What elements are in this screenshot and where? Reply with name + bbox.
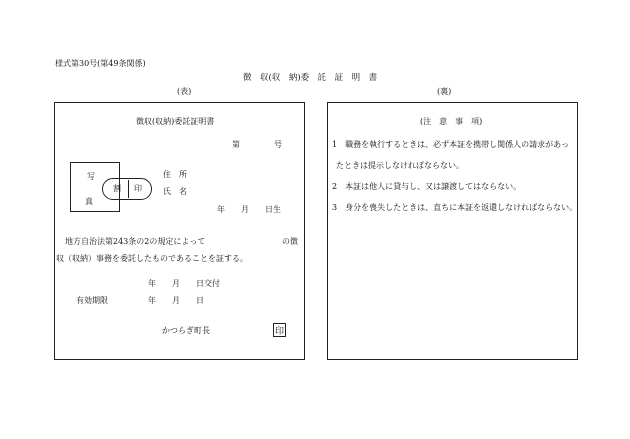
front-card (54, 102, 305, 360)
front-title: 徴収(収納)委託証明書 (136, 117, 215, 126)
issuer: かつらぎ町長 (162, 326, 210, 335)
split-seal-left: 割 (113, 184, 121, 193)
photo-label-bottom: 真 (85, 197, 93, 206)
body-line1-end: の徴 (282, 237, 298, 246)
validity-label: 有効期限 (76, 296, 108, 305)
official-seal-mark: 印 (274, 326, 284, 337)
form-number: 様式第30号(第49条関係) (55, 59, 146, 68)
split-seal-outline (102, 178, 152, 200)
note-item-1-cont: たときは提示しなければならない。 (336, 161, 464, 170)
document-title: 徴 収(収 納)委 託 証 明 書 (243, 73, 378, 83)
split-seal-right: 印 (134, 184, 142, 193)
split-seal-divider (128, 180, 129, 198)
photo-label-top: 写 (87, 172, 95, 181)
validity-date: 年 月 日 (148, 296, 204, 305)
official-seal (273, 323, 286, 337)
note-item-3: 3 身分を喪失したときは、直ちに本証を返還しなければならない。 (332, 203, 578, 212)
number-suffix: 号 (274, 140, 282, 149)
birth-date: 年 月 日生 (217, 205, 281, 214)
address-label: 住 所 (163, 170, 187, 179)
name-label: 氏 名 (163, 187, 187, 196)
front-label: (表) (177, 87, 192, 96)
back-title: (注 意 事 項) (420, 117, 483, 126)
body-line1-start: 地方自治法第243条の2の規定によって (65, 237, 206, 246)
number-prefix: 第 (232, 140, 240, 149)
issue-date: 年 月 日交付 (148, 279, 220, 288)
body-line2: 収（収納）事務を委託したものであることを証する。 (56, 254, 248, 263)
note-item-2: 2 本証は他人に貸与し、又は譲渡してはならない。 (332, 182, 522, 191)
note-item-1: 1 職務を執行するときは、必ず本証を携帯し関係人の請求があっ (332, 140, 570, 149)
back-label: (裏) (437, 87, 452, 96)
